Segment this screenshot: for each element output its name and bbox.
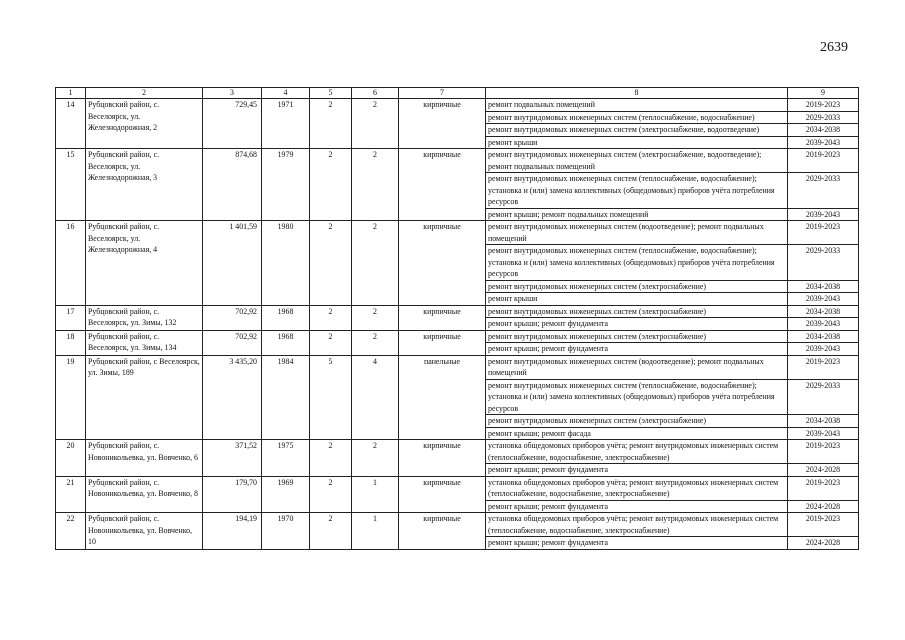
year-cell: 1971 bbox=[262, 99, 310, 149]
floors-cell: 2 bbox=[310, 305, 352, 330]
period-cell: 2019-2023 bbox=[788, 221, 859, 245]
area-cell: 1 401,59 bbox=[203, 221, 262, 306]
work-type-cell: ремонт внутридомовых инженерных систем (теплоснабжение, водоснабжение); установка и (или) замена коллективных (общедомовых) приборов учёта потребления ресурсов bbox=[486, 379, 788, 415]
area-cell: 194,19 bbox=[203, 513, 262, 550]
table-row bbox=[56, 440, 859, 464]
period-cell: 2034-2038 bbox=[788, 280, 859, 293]
row-number-cell: 22 bbox=[56, 513, 86, 550]
column-header: 1 bbox=[56, 88, 86, 99]
address-cell: Рубцовский район, с. Веселоярск, ул. Железнодорожная, 3 bbox=[86, 149, 203, 221]
floors-cell: 2 bbox=[310, 440, 352, 477]
entrances-cell: 2 bbox=[352, 99, 399, 149]
period-cell: 2024-2028 bbox=[788, 464, 859, 477]
work-type-cell: ремонт крыши; ремонт подвальных помещений bbox=[486, 208, 788, 221]
table-row bbox=[56, 355, 859, 379]
period-cell: 2024-2028 bbox=[788, 500, 859, 513]
material-cell: кирпичные bbox=[399, 330, 486, 355]
row-number-cell: 15 bbox=[56, 149, 86, 221]
column-header: 8 bbox=[486, 88, 788, 99]
year-cell: 1984 bbox=[262, 355, 310, 440]
work-type-cell: ремонт внутридомовых инженерных систем (теплоснабжение, водоснабжение) bbox=[486, 111, 788, 124]
column-header: 9 bbox=[788, 88, 859, 99]
address-cell: Рубцовский район, с. Веселоярск, ул. Железнодорожная, 4 bbox=[86, 221, 203, 306]
table-row bbox=[56, 221, 859, 245]
work-type-cell: ремонт внутридомовых инженерных систем (теплоснабжение, водоснабжение); установка и (или) замена коллективных (общедомовых) приборов учёта потребления ресурсов bbox=[486, 245, 788, 281]
area-cell: 3 435,20 bbox=[203, 355, 262, 440]
period-cell: 2019-2023 bbox=[788, 355, 859, 379]
address-cell: Рубцовский район, с. Новоникольевка, ул. Вовченко, 6 bbox=[86, 440, 203, 477]
period-cell: 2024-2028 bbox=[788, 537, 859, 550]
address-cell: Рубцовский район, с. Новоникольевка, ул. Вовченко, 8 bbox=[86, 476, 203, 513]
column-header: 3 bbox=[203, 88, 262, 99]
period-cell: 2034-2038 bbox=[788, 124, 859, 137]
work-type-cell: ремонт внутридомовых инженерных систем (теплоснабжение, водоснабжение); установка и (или) замена коллективных (общедомовых) приборов учёта потребления ресурсов bbox=[486, 173, 788, 209]
period-cell: 2019-2023 bbox=[788, 149, 859, 173]
table-body bbox=[56, 88, 859, 550]
table-row bbox=[56, 305, 859, 318]
period-cell: 2019-2023 bbox=[788, 513, 859, 537]
entrances-cell: 2 bbox=[352, 440, 399, 477]
year-cell: 1968 bbox=[262, 305, 310, 330]
work-type-cell: ремонт крыши bbox=[486, 293, 788, 306]
table-row bbox=[56, 513, 859, 537]
address-cell: Рубцовский район, с Веселоярск, ул. Зимы, 189 bbox=[86, 355, 203, 440]
entrances-cell: 1 bbox=[352, 476, 399, 513]
year-cell: 1975 bbox=[262, 440, 310, 477]
row-number-cell: 17 bbox=[56, 305, 86, 330]
work-type-cell: установка общедомовых приборов учёта; ремонт внутридомовых инженерных систем (теплоснабжение, водоснабжение, электроснабжение) bbox=[486, 513, 788, 537]
address-cell: Рубцовский район, с. Новоникольевка, ул. Вовченко, 10 bbox=[86, 513, 203, 550]
material-cell: кирпичные bbox=[399, 440, 486, 477]
work-type-cell: установка общедомовых приборов учёта; ремонт внутридомовых инженерных систем (теплоснабжение, водоснабжение, электроснабжение) bbox=[486, 440, 788, 464]
area-cell: 729,45 bbox=[203, 99, 262, 149]
table-row bbox=[56, 476, 859, 500]
period-cell: 2034-2038 bbox=[788, 415, 859, 428]
area-cell: 702,92 bbox=[203, 330, 262, 355]
work-type-cell: ремонт внутридомовых инженерных систем (электроснабжение) bbox=[486, 305, 788, 318]
work-type-cell: ремонт внутридомовых инженерных систем (электроснабжение, водоотведение) bbox=[486, 124, 788, 137]
work-type-cell: ремонт крыши; ремонт фундамента bbox=[486, 343, 788, 356]
floors-cell: 5 bbox=[310, 355, 352, 440]
period-cell: 2034-2038 bbox=[788, 305, 859, 318]
table-row bbox=[56, 149, 859, 173]
material-cell: кирпичные bbox=[399, 149, 486, 221]
housing-repair-table bbox=[55, 87, 859, 550]
period-cell: 2019-2023 bbox=[788, 476, 859, 500]
row-number-cell: 21 bbox=[56, 476, 86, 513]
year-cell: 1968 bbox=[262, 330, 310, 355]
period-cell: 2039-2043 bbox=[788, 293, 859, 306]
period-cell: 2019-2023 bbox=[788, 99, 859, 112]
material-cell: панельные bbox=[399, 355, 486, 440]
table-row bbox=[56, 330, 859, 343]
floors-cell: 2 bbox=[310, 99, 352, 149]
period-cell: 2029-2033 bbox=[788, 379, 859, 415]
year-cell: 1970 bbox=[262, 513, 310, 550]
entrances-cell: 2 bbox=[352, 221, 399, 306]
work-type-cell: ремонт внутридомовых инженерных систем (водоотведение); ремонт подвальных помещений bbox=[486, 221, 788, 245]
row-number-cell: 14 bbox=[56, 99, 86, 149]
work-type-cell: ремонт крыши; ремонт фундамента bbox=[486, 537, 788, 550]
floors-cell: 2 bbox=[310, 513, 352, 550]
row-number-cell: 20 bbox=[56, 440, 86, 477]
work-type-cell: ремонт внутридомовых инженерных систем (электроснабжение) bbox=[486, 415, 788, 428]
floors-cell: 2 bbox=[310, 221, 352, 306]
address-cell: Рубцовский район, с. Веселоярск, ул. Железнодорожная, 2 bbox=[86, 99, 203, 149]
work-type-cell: установка общедомовых приборов учёта; ремонт внутридомовых инженерных систем (теплоснабжение, водоснабжение, электроснабжение) bbox=[486, 476, 788, 500]
work-type-cell: ремонт крыши; ремонт фундамента bbox=[486, 318, 788, 331]
work-type-cell: ремонт внутридомовых инженерных систем (электроснабжение) bbox=[486, 330, 788, 343]
year-cell: 1969 bbox=[262, 476, 310, 513]
column-header: 7 bbox=[399, 88, 486, 99]
year-cell: 1980 bbox=[262, 221, 310, 306]
period-cell: 2039-2043 bbox=[788, 208, 859, 221]
period-cell: 2034-2038 bbox=[788, 330, 859, 343]
work-type-cell: ремонт внутридомовых инженерных систем (водоотведение); ремонт подвальных помещений bbox=[486, 355, 788, 379]
row-number-cell: 18 bbox=[56, 330, 86, 355]
address-cell: Рубцовский район, с. Веселоярск, ул. Зимы, 134 bbox=[86, 330, 203, 355]
period-cell: 2029-2033 bbox=[788, 173, 859, 209]
period-cell: 2039-2043 bbox=[788, 427, 859, 440]
row-number-cell: 19 bbox=[56, 355, 86, 440]
address-cell: Рубцовский район, с. Веселоярск, ул. Зимы, 132 bbox=[86, 305, 203, 330]
floors-cell: 2 bbox=[310, 330, 352, 355]
period-cell: 2029-2033 bbox=[788, 111, 859, 124]
period-cell: 2039-2043 bbox=[788, 136, 859, 149]
work-type-cell: ремонт подвальных помещений bbox=[486, 99, 788, 112]
entrances-cell: 4 bbox=[352, 355, 399, 440]
column-header: 2 bbox=[86, 88, 203, 99]
work-type-cell: ремонт крыши bbox=[486, 136, 788, 149]
material-cell: кирпичные bbox=[399, 221, 486, 306]
period-cell: 2039-2043 bbox=[788, 318, 859, 331]
period-cell: 2029-2033 bbox=[788, 245, 859, 281]
floors-cell: 2 bbox=[310, 149, 352, 221]
table-row bbox=[56, 99, 859, 112]
area-cell: 874,68 bbox=[203, 149, 262, 221]
period-cell: 2019-2023 bbox=[788, 440, 859, 464]
year-cell: 1979 bbox=[262, 149, 310, 221]
column-header: 6 bbox=[352, 88, 399, 99]
page-number: 2639 bbox=[820, 40, 848, 55]
work-type-cell: ремонт крыши; ремонт фундамента bbox=[486, 464, 788, 477]
table-header-row bbox=[56, 88, 859, 99]
material-cell: кирпичные bbox=[399, 305, 486, 330]
period-cell: 2039-2043 bbox=[788, 343, 859, 356]
entrances-cell: 1 bbox=[352, 513, 399, 550]
material-cell: кирпичные bbox=[399, 99, 486, 149]
area-cell: 702,92 bbox=[203, 305, 262, 330]
row-number-cell: 16 bbox=[56, 221, 86, 306]
material-cell: кирпичные bbox=[399, 513, 486, 550]
area-cell: 371,52 bbox=[203, 440, 262, 477]
column-header: 4 bbox=[262, 88, 310, 99]
column-header: 5 bbox=[310, 88, 352, 99]
floors-cell: 2 bbox=[310, 476, 352, 513]
area-cell: 179,70 bbox=[203, 476, 262, 513]
entrances-cell: 2 bbox=[352, 305, 399, 330]
work-type-cell: ремонт внутридомовых инженерных систем (электроснабжение) bbox=[486, 280, 788, 293]
work-type-cell: ремонт крыши; ремонт фасада bbox=[486, 427, 788, 440]
material-cell: кирпичные bbox=[399, 476, 486, 513]
entrances-cell: 2 bbox=[352, 149, 399, 221]
entrances-cell: 2 bbox=[352, 330, 399, 355]
work-type-cell: ремонт внутридомовых инженерных систем (электроснабжение, водоотведение); ремонт подвальных помещений bbox=[486, 149, 788, 173]
work-type-cell: ремонт крыши; ремонт фундамента bbox=[486, 500, 788, 513]
